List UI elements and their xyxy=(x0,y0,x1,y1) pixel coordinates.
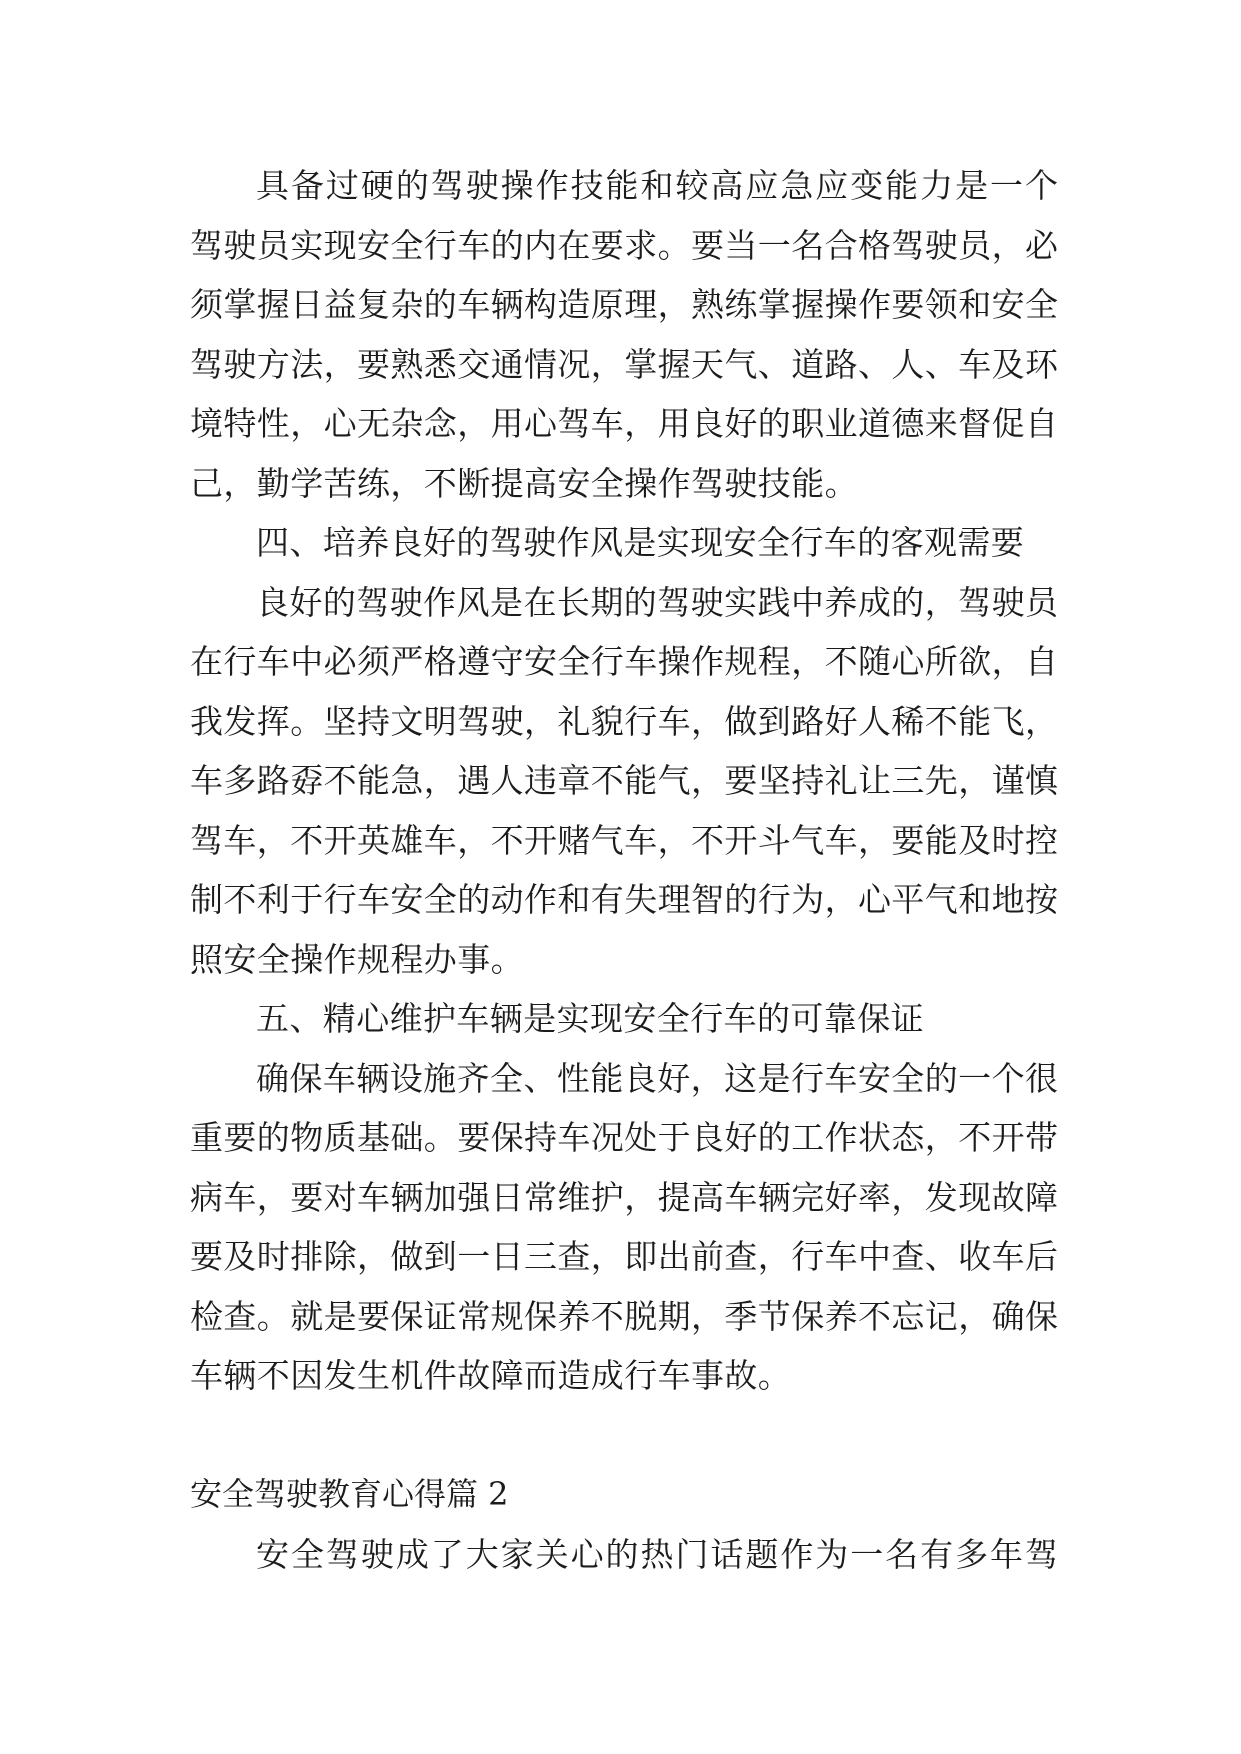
paragraph-2-line: 我发挥。坚持文明驾驶，礼貌行车，做到路好人稀不能飞， xyxy=(190,701,1058,741)
paragraph-1-line: 驾驶方法，要熟悉交通情况，掌握天气、道路、人、车及环 xyxy=(190,344,1058,384)
paragraph-1-line: 境特性，心无杂念，用心驾车，用良好的职业道德来督促自 xyxy=(190,404,1058,443)
paragraph-3-line: 车辆不因发生机件故障而造成行车事故。 xyxy=(190,1356,792,1395)
paragraph-1-line: 须掌握日益复杂的车辆构造原理，熟练掌握操作要领和安全 xyxy=(190,285,1058,324)
paragraph-3-line: 检查。就是要保证常规保养不脱期，季节保养不忘记，确保 xyxy=(190,1296,1058,1336)
paragraph-3-line: 重要的物质基础。要保持车况处于良好的工作状态，不开带 xyxy=(190,1118,1058,1157)
paragraph-1-line: 己，勤学苦练，不断提高安全操作驾驶技能。 xyxy=(190,463,858,503)
paragraph-2-line: 在行车中必须严格遵守安全行车操作规程，不随心所欲，自 xyxy=(190,642,1058,681)
section-heading-4: 四、培养良好的驾驶作风是实现安全行车的客观需要 xyxy=(256,523,1025,562)
paragraph-2-line: 驾车，不开英雄车，不开赌气车，不开斗气车，要能及时控 xyxy=(190,820,1058,860)
paragraph-2-line: 良好的驾驶作风是在长期的驾驶实践中养成的，驾驶员 xyxy=(256,582,1058,622)
paragraph-1-line: 具备过硬的驾驶操作技能和较高应急应变能力是一个 xyxy=(256,166,1058,205)
blank-line xyxy=(190,1406,1058,1466)
paragraph-4-line: 安全驾驶成了大家关心的热门话题作为一名有多年驾 xyxy=(256,1534,1058,1574)
paragraph-2-line: 车多路孬不能急，遇人违章不能气，要坚持礼让三先，谨慎 xyxy=(190,761,1058,800)
paragraph-3-line: 病车，要对车辆加强日常维护，提高车辆完好率，发现故障 xyxy=(190,1177,1058,1217)
paragraph-3-line: 确保车辆设施齐全、性能良好，这是行车安全的一个很 xyxy=(256,1058,1058,1098)
document-body xyxy=(190,156,1058,1584)
paragraph-2-line: 照安全操作规程办事。 xyxy=(190,939,524,979)
section-heading-5: 五、精心维护车辆是实现安全行车的可靠保证 xyxy=(256,999,924,1038)
article-title: 安全驾驶教育心得篇 2 xyxy=(190,1475,509,1513)
paragraph-3-line: 要及时排除，做到一日三查，即出前查，行车中查、收车后 xyxy=(190,1237,1058,1276)
paragraph-1-line: 驾驶员实现安全行车的内在要求。要当一名合格驾驶员，必 xyxy=(190,225,1058,265)
paragraph-2-line: 制不利于行车安全的动作和有失理智的行为，心平气和地按 xyxy=(190,880,1058,919)
